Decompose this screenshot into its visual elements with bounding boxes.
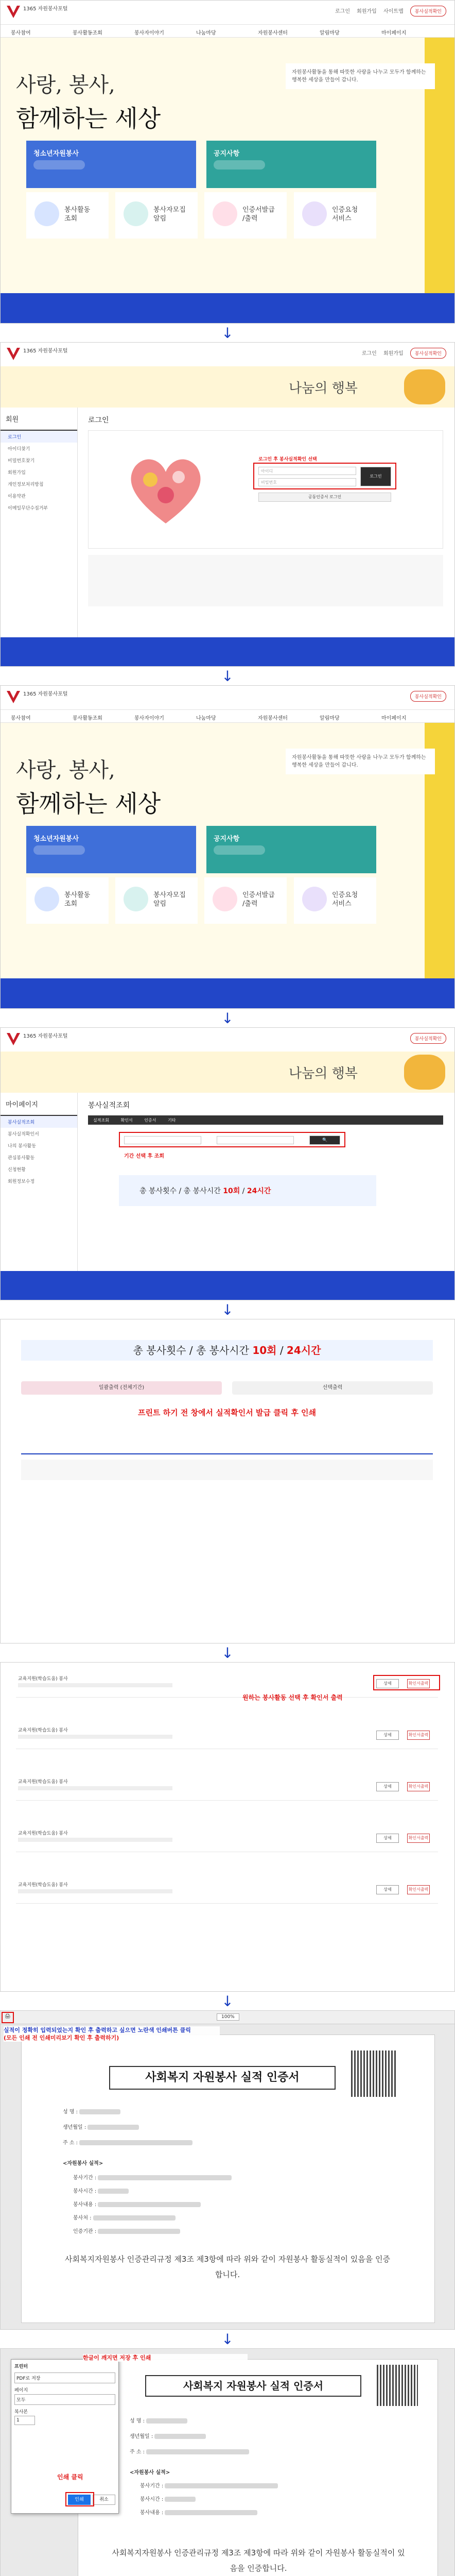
tab[interactable]: 확인서: [120, 1118, 133, 1123]
nav-item[interactable]: 봉사자이야기: [134, 716, 164, 721]
login-annotation: 로그인 후 봉사실적확인 선택: [258, 457, 317, 462]
logo-text: 1365 자원봉사포털: [23, 348, 68, 354]
sidebar-item-login[interactable]: 로그인: [1, 431, 77, 443]
certificate-body: 사회복지자원봉사 인증관리규정 제3조 제3항에 따라 위와 같이 자원봉사 활동실적이 있음을 인증합니다.: [112, 2548, 405, 2573]
nav-item[interactable]: 봉사활동조회: [73, 30, 102, 36]
field-address: [63, 2138, 192, 2146]
dialog-cancel-button[interactable]: 취소: [93, 2495, 115, 2505]
tile-service[interactable]: [294, 877, 376, 924]
certificate-title: 사회복지 자원봉사 실적 인증서: [145, 2375, 361, 2397]
summary-label: 총 봉사횟수 / 총 봉사시간: [139, 1187, 221, 1195]
footer-band: [1, 293, 455, 324]
field-label: 봉사시간 :: [140, 2497, 164, 2502]
nav-item[interactable]: 나눔마당: [196, 716, 216, 721]
annotation-line: 실적이 정확히 입력되었는지 확인 후 출력하고 싶으면 노란색 인쇄버튼 클릭: [4, 2027, 191, 2033]
redacted: [146, 2449, 249, 2454]
row-summary: [18, 1683, 172, 1687]
step-arrow-icon: ↓: [221, 1010, 234, 1027]
footer-band: [1, 1271, 455, 1300]
site-header: [1, 343, 455, 366]
field-section: <자원봉사 실적>: [63, 2161, 103, 2166]
row-summary: [18, 1838, 172, 1842]
select-annotation: 원하는 봉사활동 선택 후 확인서 출력: [242, 1694, 343, 1701]
redacted: [98, 2175, 232, 2180]
field-section: <자원봉사 실적>: [130, 2470, 170, 2476]
main-nav: [1, 709, 455, 723]
hero: [1, 38, 455, 295]
summary-label: 총 봉사횟수 / 총 봉사시간: [133, 1344, 249, 1357]
row-title: 교육지원(학습도움) 봉사: [18, 1780, 68, 1785]
header-links: [357, 348, 446, 359]
hero-description: 자원봉사활동을 통해 따뜻한 사랑을 나누고 모두가 함께하는 행복한 세상을 만들어 갑니다.: [286, 63, 435, 89]
sitemap-link[interactable]: 사이트맵: [383, 9, 404, 14]
sidebar-item-record[interactable]: 봉사실적조회: [1, 1116, 77, 1128]
qr-code: [351, 2050, 397, 2097]
row-title: 교육지원(학습도움) 봉사: [18, 1883, 68, 1888]
field-period: [73, 2173, 232, 2181]
sidebar-item[interactable]: 관심봉사활동: [8, 1156, 35, 1161]
logo-icon[interactable]: [6, 690, 21, 704]
print-button[interactable]: 확인서출력: [407, 1679, 430, 1688]
redacted: [165, 2510, 257, 2515]
field-hours: [140, 2495, 196, 2502]
row-title: 교육지원(학습도움) 봉사: [18, 1831, 68, 1836]
nav-item[interactable]: 마이페이지: [381, 30, 407, 36]
tab[interactable]: 인증서: [144, 1118, 156, 1123]
print-button[interactable]: 확인서출력: [407, 1782, 430, 1791]
footer-band: [1, 637, 455, 667]
print-click-annotation: 인쇄 클릭: [57, 2473, 83, 2481]
sidebar-item[interactable]: 비밀번호찾기: [8, 459, 35, 464]
certificate-icon: [213, 887, 237, 911]
tile-recruit[interactable]: [115, 192, 198, 239]
main-nav: [1, 24, 455, 38]
redacted: [98, 2229, 180, 2234]
sidebar-title: 마이페이지: [1, 1093, 77, 1116]
field-name: [63, 2107, 120, 2115]
tile-title: 청소년자원봉사: [33, 150, 79, 158]
sidebar-item[interactable]: 회원가입: [8, 470, 26, 476]
field-address: [130, 2447, 249, 2455]
dialog-annotation: [83, 2354, 248, 2362]
list-panel: [0, 1662, 455, 1992]
table-caption: [21, 1460, 433, 1480]
detail-button[interactable]: 상세: [376, 1885, 399, 1894]
zoom-select[interactable]: 100%: [217, 2013, 239, 2021]
service-icon: [302, 887, 327, 911]
tile-lookup[interactable]: [26, 877, 109, 924]
detail-button[interactable]: 상세: [376, 1782, 399, 1791]
step-arrow-icon: ↓: [221, 1645, 234, 1662]
list-item[interactable]: [16, 1724, 438, 1749]
preview-annotation: [4, 2026, 220, 2042]
lookup-icon: [34, 201, 59, 226]
tab[interactable]: 실적조회: [93, 1118, 109, 1123]
recruit-icon: [124, 201, 148, 226]
hero-description: 자원봉사활동을 통해 따뜻한 사랑을 나누고 모두가 함께하는 행복한 세상을 만들어 갑니다.: [286, 749, 435, 774]
panel-end: [1, 1613, 455, 1643]
annotation-line: 한글이 깨지면 저장 후 인쇄: [83, 2354, 151, 2361]
tile-lookup[interactable]: [26, 192, 109, 239]
field-birth: [63, 2123, 139, 2130]
nav-item[interactable]: 자원봉사센터: [258, 30, 288, 36]
page-title: 봉사실적조회: [88, 1101, 130, 1110]
join-link[interactable]: 회원가입: [383, 351, 404, 357]
tile-bar: [33, 845, 85, 855]
row-title: 교육지원(학습도움) 봉사: [18, 1728, 68, 1733]
nav-item[interactable]: 자원봉사센터: [258, 716, 288, 721]
field-label: 주 소 :: [63, 2140, 78, 2146]
tile-certificate[interactable]: [204, 192, 287, 239]
divider: [21, 1453, 433, 1454]
print-highlight: [373, 1675, 440, 1690]
hero-title: [16, 754, 161, 819]
redacted: [98, 2202, 201, 2207]
login-button[interactable]: 로그인: [360, 467, 391, 486]
sidebar-item[interactable]: 신청현황: [8, 1167, 26, 1173]
tile-certificate[interactable]: [204, 877, 287, 924]
field-period: [140, 2481, 278, 2489]
join-link[interactable]: 회원가입: [357, 9, 377, 14]
banner-text: 나눔의 행복: [289, 381, 358, 396]
login-link[interactable]: 로그인: [361, 351, 377, 357]
redacted: [98, 2189, 129, 2194]
pdf-canvas: [1, 2024, 455, 2330]
tile-recruit[interactable]: [115, 877, 198, 924]
redacted: [79, 2109, 120, 2114]
home-panel: [0, 0, 455, 324]
list-item[interactable]: [16, 1827, 438, 1852]
field-label: 생년월일 :: [130, 2434, 153, 2439]
summary-box: [119, 1175, 376, 1206]
field-place: [73, 2213, 176, 2221]
sidebar-item[interactable]: 이메일무단수집거부: [8, 506, 48, 511]
redacted: [154, 2434, 206, 2439]
tile-label: 봉사활동 조회: [64, 891, 91, 908]
login-panel: [0, 342, 455, 667]
sidebar-item[interactable]: 봉사실적확인서: [8, 1132, 39, 1137]
sidebar-item[interactable]: 회원정보수정: [8, 1179, 35, 1184]
footer-band: [1, 978, 455, 1009]
detail-button[interactable]: 상세: [376, 1834, 399, 1843]
lookup-icon: [34, 887, 59, 911]
step-arrow-icon: ↓: [221, 1301, 234, 1318]
print-button[interactable]: 확인서출력: [407, 1834, 430, 1843]
copies-input[interactable]: 1: [14, 2416, 35, 2425]
print-button[interactable]: 확인서출력: [407, 1731, 430, 1740]
site-header: [1, 1028, 455, 1052]
field-label: 봉사처 :: [73, 2215, 92, 2221]
print-dialog-panel: [0, 2348, 455, 2576]
cert-login-button[interactable]: 공동인증서 로그인: [258, 493, 391, 502]
tile-banner-2[interactable]: [206, 826, 376, 873]
login-box: [88, 430, 443, 549]
logo-icon[interactable]: [6, 347, 21, 361]
nav-item[interactable]: 마이페이지: [381, 716, 407, 721]
list-item[interactable]: [16, 1776, 438, 1801]
tile-bar: [214, 845, 265, 855]
logo-icon[interactable]: [6, 1032, 21, 1046]
banner-illustration: [404, 369, 445, 404]
nav-item[interactable]: 봉사자이야기: [134, 30, 164, 36]
step-arrow-icon: ↓: [221, 668, 234, 685]
nav-item[interactable]: 봉사참여: [11, 716, 31, 721]
quick-tiles: [26, 141, 376, 285]
row-summary: [18, 1889, 172, 1893]
sub-banner: [1, 366, 455, 408]
summary-count: 10회: [223, 1187, 240, 1195]
home-panel-logged-in: [0, 685, 455, 1009]
page-title: 로그인: [88, 416, 109, 425]
summary-count: 10회: [252, 1344, 277, 1357]
qr-code: [377, 2365, 418, 2406]
tile-label: 봉사자모집 알림: [153, 206, 186, 223]
annotation-line: (모든 인쇄 전 인쇄미리보기 확인 후 출력하기): [4, 2035, 119, 2041]
password-input[interactable]: 비밀번호: [258, 478, 356, 486]
certificate-preview-panel: [0, 2010, 455, 2330]
redacted: [79, 2140, 192, 2145]
field-hours: [73, 2187, 129, 2194]
banner-text: 나눔의 행복: [289, 1066, 358, 1081]
login-notice: [88, 555, 443, 606]
redacted: [146, 2418, 187, 2424]
range-annotation: 기간 선택 후 조회: [124, 1154, 165, 1159]
recruit-icon: [124, 887, 148, 911]
print-all-button[interactable]: 일괄출력 (전체기간): [21, 1381, 222, 1395]
tile-label: 인증요청 서비스: [332, 206, 358, 223]
header-links: [330, 6, 446, 16]
summary-time: 24시간: [286, 1344, 321, 1357]
field-label: 봉사내용 :: [73, 2202, 97, 2208]
field-label: 봉사기간 :: [73, 2175, 97, 2181]
sidebar-item[interactable]: 개인정보처리방침: [8, 482, 44, 487]
nav-item[interactable]: 봉사참여: [11, 30, 31, 36]
sub-banner: [1, 1052, 455, 1093]
dialog-label: 페이지: [14, 2388, 28, 2393]
detail-button[interactable]: 상세: [376, 1679, 399, 1688]
login-link[interactable]: 로그인: [335, 9, 350, 14]
record-check-button[interactable]: 봉사실적확인: [410, 1033, 446, 1044]
logo-text: 1365 자원봉사포털: [23, 691, 68, 697]
tile-label: 인증서발급 /출력: [242, 206, 275, 223]
nav-item[interactable]: 봉사활동조회: [73, 716, 102, 721]
tile-banner-2[interactable]: [206, 141, 376, 188]
record-check-button[interactable]: 봉사실적확인: [410, 691, 446, 702]
row-title: 교육지원(학습도움) 봉사: [18, 1676, 68, 1682]
login-highlight: [253, 463, 396, 489]
search-button[interactable]: 🔍: [309, 1136, 340, 1145]
certificate-title: 사회복지 자원봉사 실적 인증서: [109, 2066, 336, 2090]
step-arrow-icon: ↓: [221, 325, 234, 342]
certificate-body: 사회복지자원봉사 인증관리규정 제3조 제3항에 따라 위와 같이 자원봉사 활동실적이 있음을 인증합니다.: [65, 2255, 390, 2279]
sidebar-item[interactable]: 아이디찾기: [8, 447, 30, 452]
service-icon: [302, 201, 327, 226]
field-label: 봉사시간 :: [73, 2189, 97, 2194]
heart-illustration-icon: [125, 451, 207, 529]
tile-title: 공지사항: [214, 835, 240, 843]
certificate-page: [78, 2359, 438, 2576]
logo-text: 1365 자원봉사포털: [23, 6, 68, 12]
row-summary: [18, 1735, 172, 1739]
print-annotation: 프린트 하기 전 창에서 실적확인서 발급 클릭 후 인쇄: [137, 1408, 317, 1417]
redacted: [165, 2483, 278, 2488]
redacted: [165, 2497, 196, 2502]
sidebar-item[interactable]: 이용약관: [8, 494, 26, 499]
summary-panel: [0, 1319, 455, 1643]
summary-text: 총 봉사횟수 / 총 봉사시간 10회 / 24시간: [139, 1187, 271, 1195]
detail-button[interactable]: 상세: [376, 1731, 399, 1740]
site-header: [1, 686, 455, 709]
tile-banner-1[interactable]: [26, 826, 196, 873]
field-label: 인증기관 :: [73, 2229, 97, 2234]
tile-label: 봉사활동 조회: [64, 206, 91, 223]
field-content: [73, 2200, 201, 2208]
field-label: 주 소 :: [130, 2449, 145, 2455]
nav-item[interactable]: 알림마당: [320, 716, 340, 721]
tile-bar: [214, 160, 265, 170]
quick-tiles: [26, 826, 376, 970]
printer-select[interactable]: PDF로 저장: [14, 2372, 115, 2383]
hero-title: [16, 69, 161, 134]
hero: [1, 723, 455, 980]
tile-service[interactable]: [294, 192, 376, 239]
mypage-sidebar: [1, 1093, 78, 1300]
header-links: [405, 1033, 446, 1044]
summary-time: 24시간: [247, 1187, 271, 1195]
logo-text: 1365 자원봉사포털: [23, 1033, 68, 1039]
hero-line-2: 함께하는 세상: [16, 790, 161, 818]
pdf-toolbar: [1, 2011, 455, 2024]
hero-line-1: 사랑, 봉사,: [16, 758, 115, 782]
sidebar-item[interactable]: 나의 봉사활동: [8, 1144, 37, 1149]
header-links: [405, 691, 446, 702]
summary-large: 총 봉사횟수 / 총 봉사시간 10회 / 24시간: [21, 1340, 433, 1361]
dialog-label: 프린터: [14, 2364, 28, 2369]
print-icon[interactable]: 🖨: [5, 2014, 11, 2019]
tile-title: 청소년자원봉사: [33, 835, 79, 843]
field-label: 봉사기간 :: [140, 2483, 164, 2489]
step-arrow-icon: ↓: [221, 2331, 234, 2348]
nav-item[interactable]: 알림마당: [320, 30, 340, 36]
site-header: [1, 1, 455, 24]
sidebar-title: 회원: [1, 408, 77, 431]
tab-bar: [88, 1115, 443, 1125]
tile-bar: [33, 160, 85, 170]
field-label: 성 명 :: [130, 2418, 145, 2424]
dialog-label: 복사본: [14, 2410, 28, 2415]
id-input[interactable]: 아이디: [258, 467, 356, 475]
field-birth: [130, 2432, 206, 2439]
print-dialog: [11, 2359, 119, 2514]
range-highlight: [119, 1132, 345, 1147]
redacted: [87, 2125, 139, 2130]
record-check-button[interactable]: 봉사실적확인: [410, 6, 446, 16]
redacted: [93, 2215, 176, 2221]
record-check-button[interactable]: 봉사실적확인: [410, 348, 446, 359]
search-panel: [0, 1027, 455, 1300]
tab[interactable]: 기타: [167, 1118, 176, 1123]
print-button[interactable]: 확인서출력: [407, 1885, 430, 1894]
field-content: [140, 2508, 257, 2516]
tile-title: 공지사항: [214, 150, 240, 158]
tile-label: 인증요청 서비스: [332, 891, 358, 908]
hero-line-1: 사랑, 봉사,: [16, 73, 115, 97]
field-agency: [73, 2227, 180, 2234]
hero-line-2: 함께하는 세상: [16, 105, 161, 132]
banner-illustration: [404, 1055, 445, 1090]
tile-banner-1[interactable]: [26, 141, 196, 188]
logo-icon[interactable]: [6, 5, 21, 19]
field-label: 봉사내용 :: [140, 2510, 164, 2516]
print-icon-highlight: [2, 2012, 14, 2023]
certificate-page: [21, 2035, 435, 2323]
tile-label: 봉사자모집 알림: [153, 891, 186, 908]
field-label: 생년월일 :: [63, 2125, 86, 2130]
list-item[interactable]: [16, 1879, 438, 1904]
row-summary: [18, 1786, 172, 1790]
print-button-highlight: [65, 2492, 94, 2506]
nav-item[interactable]: 나눔마당: [196, 30, 216, 36]
tile-label: 인증서발급 /출력: [242, 891, 275, 908]
dialog-print-button[interactable]: 인쇄: [68, 2495, 91, 2505]
field-label: 성 명 :: [63, 2109, 78, 2115]
print-select-button[interactable]: 선택출력: [232, 1381, 433, 1395]
pages-select[interactable]: 모두: [14, 2394, 115, 2405]
certificate-icon: [213, 201, 237, 226]
field-name: [130, 2416, 187, 2424]
step-arrow-icon: ↓: [221, 1993, 234, 2010]
login-sidebar: [1, 408, 78, 667]
